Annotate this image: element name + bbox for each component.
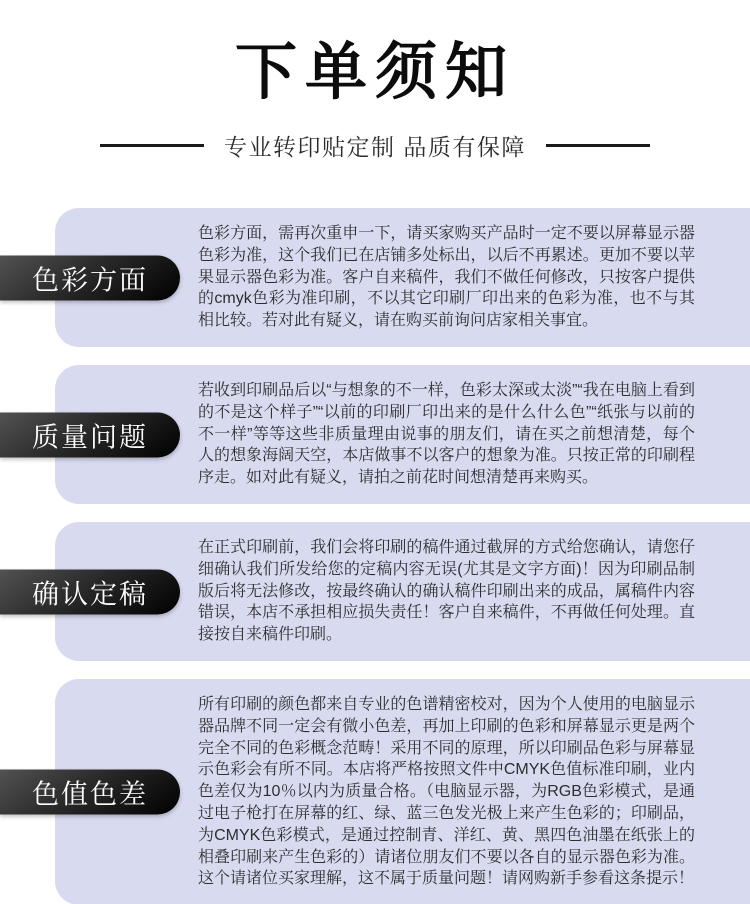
section-body: 色彩方面，需再次重申一下，请买家购买产品时一定不要以屏幕显示器色彩为准，这个我们已在店铺多处标出，以后不再累述。更加不要以苹果显示器色彩为准。客户自来稿件，我们不做任何修改，只按客户提供的cmyk色彩为准印刷，不以其它印刷厂印出来的色彩为准，也不与其相比较。若对此有疑义，请在购买前询问店家相关事宜。 xyxy=(198,225,695,330)
divider-line-left xyxy=(100,144,204,147)
section-label: 确认定稿 xyxy=(32,579,148,610)
section-body: 在正式印刷前，我们会将印刷的稿件通过截屏的方式给您确认，请您仔细确认我们所发给您的定稿内容无误(尤其是文字方面)！因为印刷品制版后将无法修改，按最终确认的确认稿件印刷出来的成品，属稿件内容错误，本店不承担相应损失责任！客户自来稿件，不再做任何处理。直接按自来稿件印刷。 xyxy=(198,539,695,644)
section-confirm-draft xyxy=(0,522,750,661)
section-body: 所有印刷的颜色都来自专业的色谱精密校对，因为个人使用的电脑显示器品牌不同一定会有微小色差，再加上印刷的色彩和屏幕显示更是两个完全不同的色彩概念范畴！采用不同的原理，所以印刷品色彩与屏幕显示色彩会有所不同。本店将严格按照文件中CMYK色值标准印刷，业内色差仅为10％以内为质量合格。（电脑显示器，为RGB色彩模式，是通过电子枪打在屏幕的红、绿、蓝三色发光极上来产生色彩的；印刷品，为CMYK色彩模式，是通过控制青、洋红、黄、黑四色油墨在纸张上的相叠印刷来产生色彩的）请诸位朋友们不要以各自的显示器色彩为准。这个请诸位买家理解，这不属于质量问题！请网购新手参看这条提示！ xyxy=(198,696,695,888)
section-label-badge xyxy=(0,569,180,614)
section-label-badge xyxy=(0,770,180,815)
notice-sections xyxy=(0,208,750,904)
section-label: 色值色差 xyxy=(32,779,148,810)
page-subtitle: 专业转印贴定制 品质有保障 xyxy=(224,134,526,161)
section-label-badge xyxy=(0,412,180,457)
divider-line-right xyxy=(546,144,650,147)
subtitle-row xyxy=(0,129,750,162)
section-quality-issue xyxy=(0,365,750,504)
section-color-aspect xyxy=(0,208,750,347)
section-label-badge xyxy=(0,255,180,300)
header xyxy=(0,0,750,162)
section-label: 质量问题 xyxy=(32,422,148,453)
section-body: 若收到印刷品后以“与想象的不一样，色彩太深或太淡”“我在电脑上看到的不是这个样子”“以前的印刷厂印出来的是什么什么色”“纸张与以前的不一样”等等这些非质量理由说事的朋友们，请在买之前想清楚，每个人的想象海阔天空，本店做事不以客户的想象为准。只按正常的印刷程序走。如对此有疑义，请拍之前花时间想清楚再来购买。 xyxy=(198,382,695,487)
section-label: 色彩方面 xyxy=(32,265,148,296)
page-title: 下单须知 xyxy=(234,38,515,107)
section-color-difference xyxy=(0,679,750,904)
